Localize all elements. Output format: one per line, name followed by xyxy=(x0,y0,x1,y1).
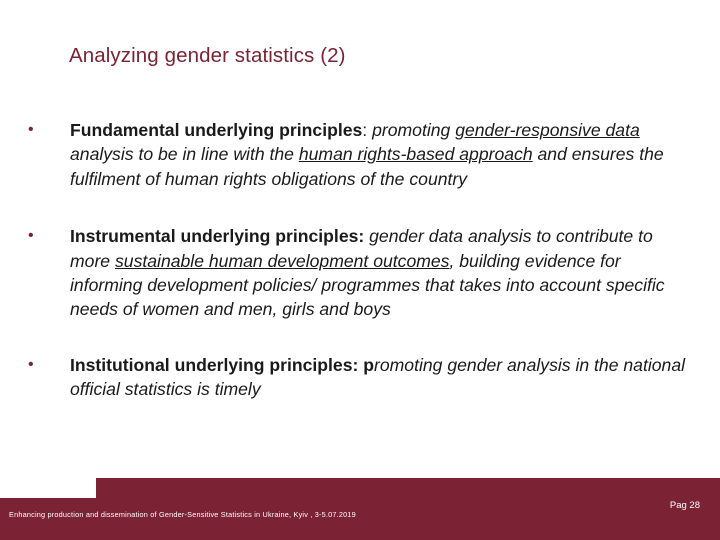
footer-bar xyxy=(0,478,720,540)
footer-text: Enhancing production and dissemination of Gender-Sensitive Statistics in Ukraine, Kyiv , 3-5.07.2019 xyxy=(9,510,356,519)
underlined-term: sustainable human development outcomes xyxy=(114,250,450,271)
bullet-text: , building evidence for informing development policies/ programmes that takes into account specific needs of women and men, girls and boys xyxy=(70,250,665,320)
footer-notch xyxy=(0,478,96,498)
bullet-marker: • xyxy=(28,121,34,138)
bullet-fundamental xyxy=(28,118,688,191)
bullet-marker: • xyxy=(28,355,34,373)
bullet-instrumental xyxy=(28,224,688,322)
bullet-label: Institutional underlying principles: p xyxy=(70,354,374,375)
bullet-text: and ensures the fulfilment of human rights obligations of the country xyxy=(70,144,664,189)
underlined-term: human rights-based approach xyxy=(298,144,533,165)
bullet-list xyxy=(28,118,688,402)
bullet-separator: : xyxy=(362,120,373,140)
bullet-institutional xyxy=(28,353,688,402)
bullet-text: gender data analysis to contribute to more xyxy=(70,226,653,271)
underlined-term: gender-responsive data xyxy=(455,120,640,140)
bullet-text: romoting gender analysis in the national official statistics is timely xyxy=(70,354,686,400)
bullet-marker: • xyxy=(28,227,34,245)
slide-title: Analyzing gender statistics (2) xyxy=(69,44,346,67)
bullet-text: analysis to be in line with the xyxy=(70,144,299,165)
page-number: Pag 28 xyxy=(669,500,700,511)
bullet-text: promoting xyxy=(372,120,456,140)
bullet-label: Fundamental underlying principles xyxy=(70,120,363,140)
bullet-label: Instrumental underlying principles: xyxy=(70,226,365,247)
